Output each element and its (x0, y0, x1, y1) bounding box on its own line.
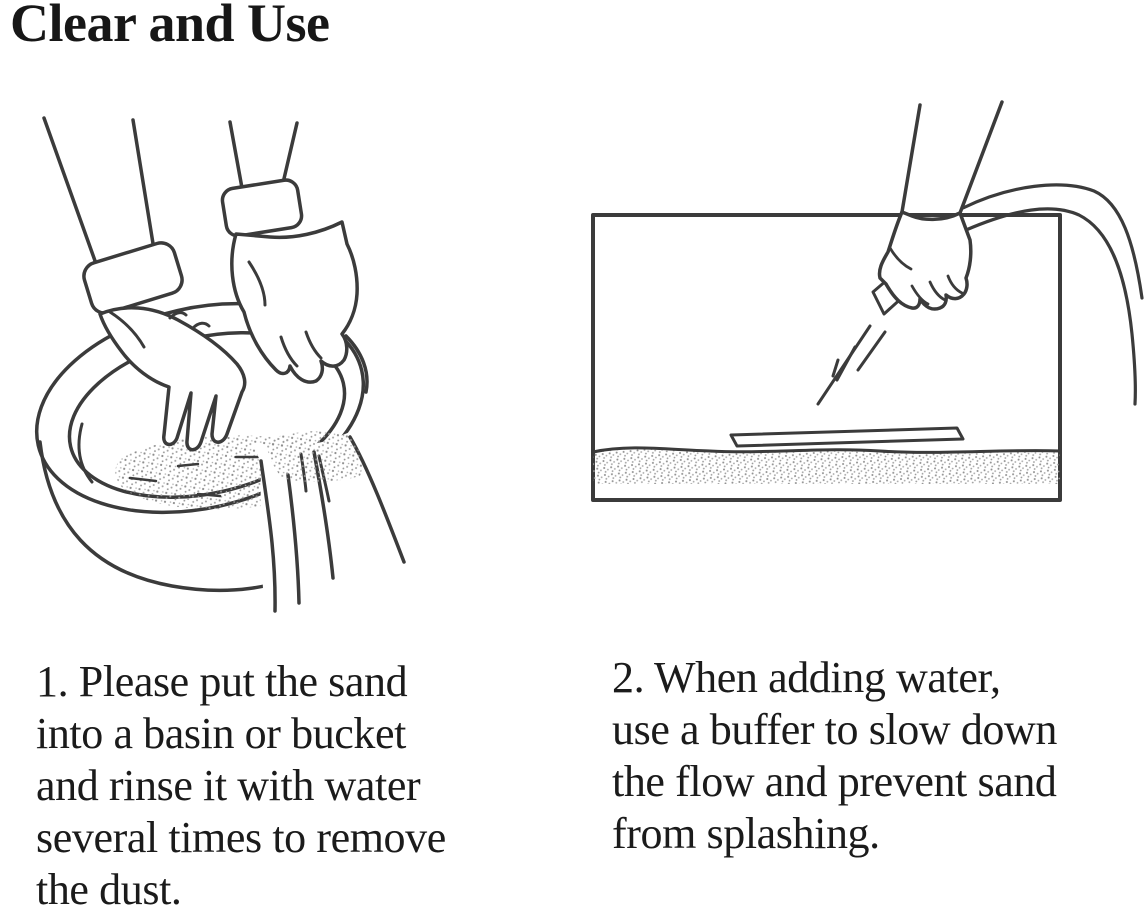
page-title: Clear and Use (10, 0, 330, 53)
step-2-line: the flow and prevent sand (612, 757, 1057, 806)
right-glove-cuff (221, 178, 304, 237)
step-1-line: several times to remove (36, 813, 446, 862)
right-hand (221, 122, 357, 382)
left-hand (44, 118, 245, 450)
hand-holding-hose (879, 212, 970, 309)
step-2-caption (612, 652, 1057, 860)
step-1-line: and rinse it with water (36, 761, 421, 810)
step-1-line: into a basin or bucket (36, 709, 406, 758)
step-1-caption (36, 656, 446, 916)
step-2-line: 2. When adding water, (612, 653, 1001, 702)
step-1-line: 1. Please put the sand (36, 657, 408, 706)
sand-spilling-with-water (265, 431, 362, 482)
left-glove-cuff (80, 239, 185, 316)
buffer-plate (731, 428, 963, 446)
step-2-line: use a buffer to slow down (612, 705, 1057, 754)
rinse-sand-illustration (30, 90, 440, 635)
step-2-line: from splashing. (612, 809, 880, 858)
add-water-illustration (570, 90, 1145, 540)
sand-layer (593, 448, 1060, 484)
step-1-line: the dust. (36, 865, 182, 914)
pouring-water (252, 428, 412, 635)
water-spray (818, 326, 885, 404)
hose (963, 185, 1142, 404)
